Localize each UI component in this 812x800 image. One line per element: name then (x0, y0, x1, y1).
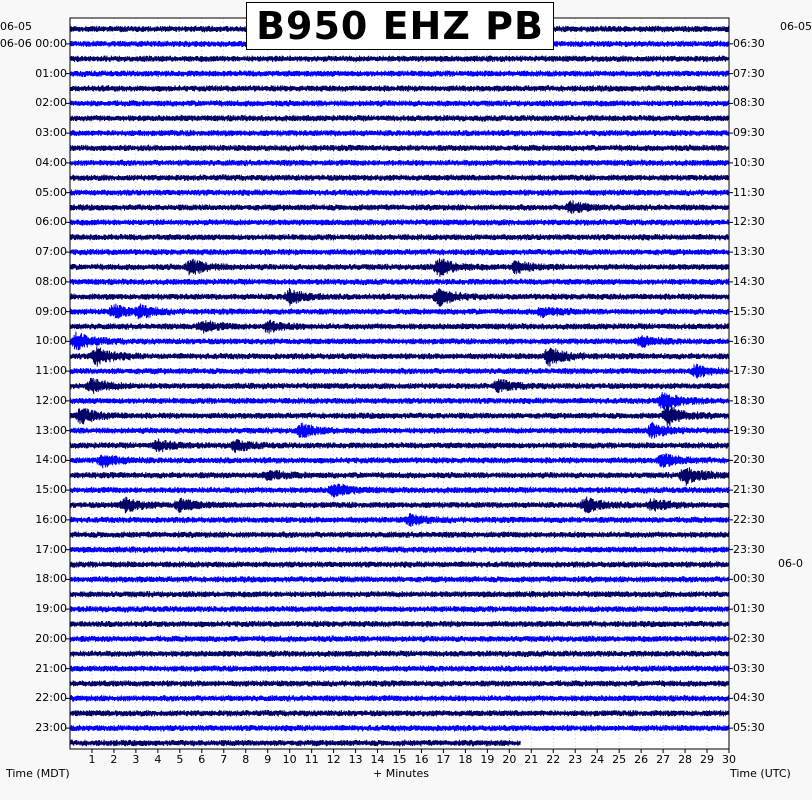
x-tick-label: 26 (634, 753, 649, 766)
left-hour-label: 23:00 (35, 721, 67, 735)
x-tick-label: 17 (436, 753, 451, 766)
x-tick-label: 15 (392, 753, 407, 766)
left-hour-label: 17:00 (35, 542, 67, 556)
left-hour-label: 08:00 (35, 274, 67, 288)
left-hour-label: 06-06 00:00 (0, 36, 67, 50)
x-tick-label: 30 (722, 753, 736, 766)
right-hour-label: 06:30 (733, 36, 765, 50)
left-hour-label: 20:00 (35, 631, 67, 645)
x-tick-label: 22 (546, 753, 561, 766)
right-hour-label: 02:30 (733, 631, 765, 645)
left-hour-label: 14:00 (35, 453, 67, 467)
right-hour-label: 21:30 (733, 483, 765, 497)
left-hour-label: 04:00 (35, 155, 67, 169)
x-tick-label: 5 (176, 753, 184, 766)
x-tick-label: 29 (700, 753, 715, 766)
left-hour-label: 03:00 (35, 126, 67, 140)
right-hour-label: 16:30 (733, 334, 765, 348)
x-tick-label: 7 (220, 753, 228, 766)
left-hour-label: 16:00 (35, 512, 67, 526)
x-tick-label: 18 (458, 753, 473, 766)
left-hour-label: 02:00 (35, 96, 67, 110)
right-hour-label: 05:30 (733, 721, 765, 735)
x-tick-label: 9 (264, 753, 272, 766)
left-hour-label: 18:00 (35, 572, 67, 586)
right-hour-label: 15:30 (733, 304, 765, 318)
right-hour-label: 23:30 (733, 542, 765, 556)
left-hour-label: 10:00 (35, 334, 67, 348)
x-tick-label: 8 (242, 753, 250, 766)
right-hour-label: 09:30 (733, 126, 765, 140)
x-tick-label: 21 (524, 753, 539, 766)
x-tick-label: 14 (370, 753, 385, 766)
right-hour-label: 13:30 (733, 245, 765, 259)
y-axis-label-left: Time (MDT) (6, 767, 70, 780)
left-hour-label: 22:00 (35, 691, 67, 705)
x-tick-label: 19 (480, 753, 495, 766)
right-date-top-label: 06-05 (780, 20, 812, 33)
right-hour-label: 10:30 (733, 155, 765, 169)
left-hour-label: 11:00 (35, 364, 67, 378)
left-hour-label: 12:00 (35, 393, 67, 407)
x-tick-label: 12 (326, 753, 341, 766)
left-hour-label: 07:00 (35, 245, 67, 259)
right-hour-label: 22:30 (733, 512, 765, 526)
x-axis-label: + Minutes (373, 767, 430, 780)
right-hour-label: 00:30 (733, 572, 765, 586)
right-hour-label: 14:30 (733, 274, 765, 288)
right-hour-label: 19:30 (733, 423, 765, 437)
traces-group (70, 26, 729, 747)
left-hour-label: 09:00 (35, 304, 67, 318)
x-tick-label: 23 (568, 753, 583, 766)
x-tick-label: 3 (132, 753, 140, 766)
x-tick-label: 25 (612, 753, 627, 766)
right-hour-label: 12:30 (733, 215, 765, 229)
x-tick-label: 11 (304, 753, 319, 766)
y-axis-label-right: Time (UTC) (730, 767, 791, 780)
left-hour-label: 13:00 (35, 423, 67, 437)
left-hour-label: 15:00 (35, 483, 67, 497)
x-tick-label: 24 (590, 753, 605, 766)
right-hour-label: 08:30 (733, 96, 765, 110)
right-hour-label: 11:30 (733, 185, 765, 199)
x-tick-label: 20 (502, 753, 517, 766)
x-tick-label: 16 (414, 753, 429, 766)
chart-title: B950 EHZ PB (246, 2, 554, 50)
x-tick-label: 1 (88, 753, 96, 766)
right-hour-label: 20:30 (733, 453, 765, 467)
right-hour-label: 03:30 (733, 661, 765, 675)
right-hour-label: 01:30 (733, 602, 765, 616)
right-date-label: 06-0 (778, 557, 803, 570)
left-hour-label: 21:00 (35, 661, 67, 675)
x-tick-label: 2 (110, 753, 118, 766)
right-hour-label: 18:30 (733, 393, 765, 407)
x-tick-label: 28 (678, 753, 693, 766)
left-hour-label: 19:00 (35, 602, 67, 616)
left-hour-label: 06:00 (35, 215, 67, 229)
left-hour-label: 05:00 (35, 185, 67, 199)
left-hour-label: 01:00 (35, 66, 67, 80)
right-hour-label: 04:30 (733, 691, 765, 705)
right-hour-label: 07:30 (733, 66, 765, 80)
x-tick-label: 10 (282, 753, 297, 766)
x-tick-label: 6 (198, 753, 206, 766)
x-tick-label: 13 (348, 753, 363, 766)
left-date-top-label: 06-05 (0, 20, 32, 33)
x-tick-label: 27 (656, 753, 671, 766)
x-tick-label: 4 (154, 753, 162, 766)
right-hour-label: 17:30 (733, 364, 765, 378)
